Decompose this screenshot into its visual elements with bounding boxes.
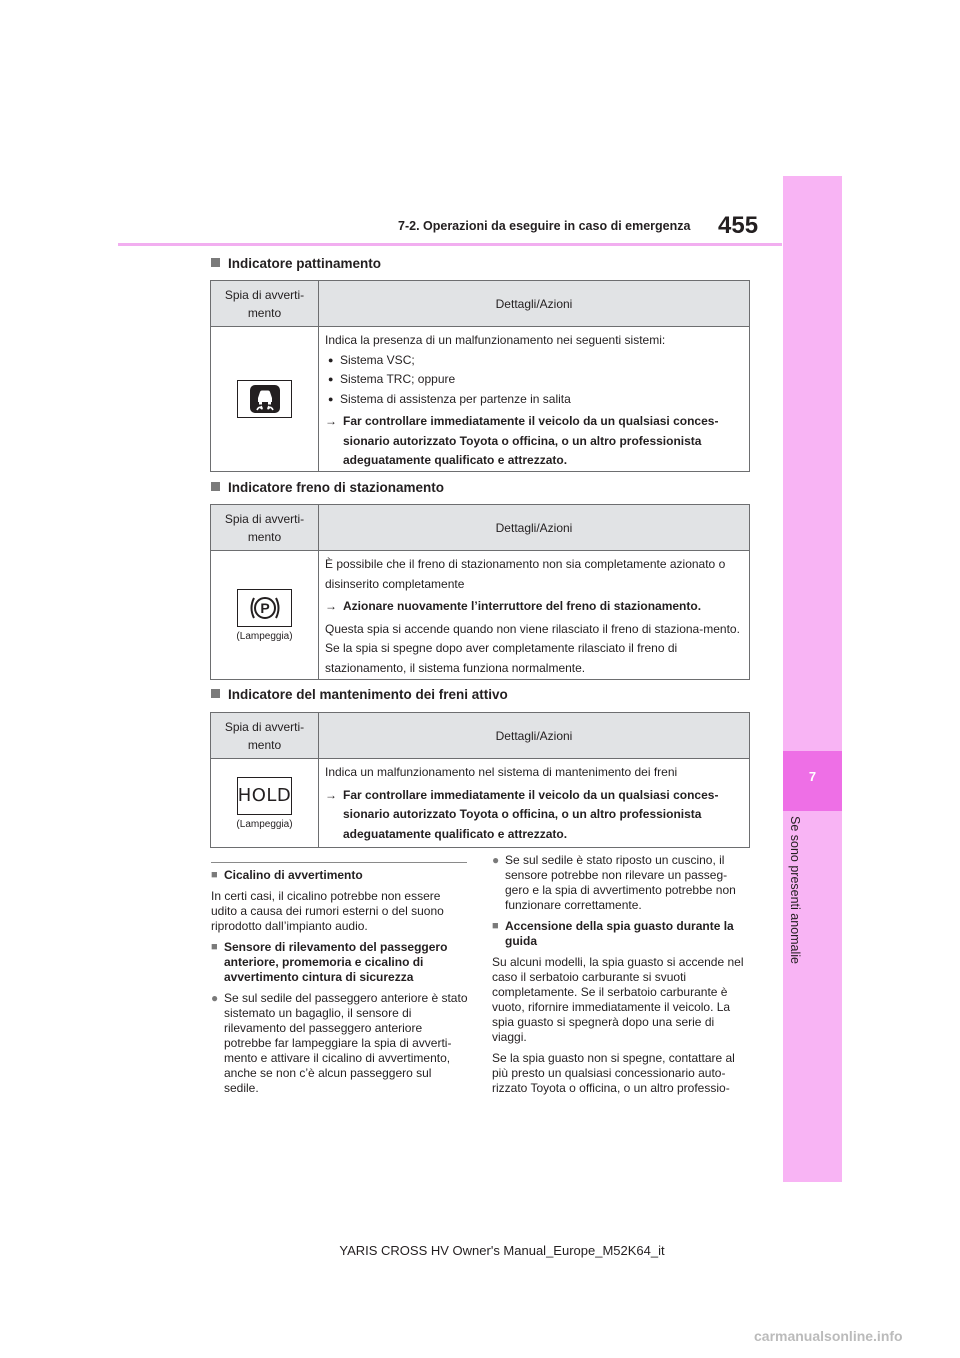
table-header [211, 505, 749, 551]
details-note: Questa spia si accende quando non viene rilasciato il freno di staziona-mento. Se la spia si spegne dopo aver completamente rilasciato il freno di stazionamento, il sistema funziona normalmente. [325, 621, 740, 675]
action-text: Azionare nuovamente l’interruttore del freno di stazionamento. [343, 599, 702, 613]
heading-square-icon [211, 482, 220, 491]
chapter-number: 7 [783, 751, 842, 811]
list-item-text: Sistema VSC; [340, 352, 415, 367]
details-intro: Indica la presenza di un malfunzionamento nei seguenti sistemi: [325, 333, 666, 347]
hold-icon [237, 777, 292, 815]
icon-caption: (Lampeggia) [236, 630, 293, 642]
note-paragraph: In certi casi, il cicalino potrebbe non essere udito a causa dei rumori esterni o del suono riprodotto dall’impianto audio. [211, 889, 444, 933]
note-square-icon: ■ [492, 920, 499, 932]
note-heading [211, 868, 469, 883]
notes-divider [211, 862, 467, 863]
note-square-icon: ■ [211, 869, 218, 881]
page-footer [0, 1243, 960, 1258]
section-heading-text: Indicatore del mantenimento dei freni attivo [228, 687, 508, 702]
list-item-text: Sistema TRC; oppure [340, 372, 456, 386]
chapter-label: Se sono presenti anomalie [788, 816, 802, 965]
col-header-warning-text: Spia di avverti- mento [224, 719, 305, 752]
action-text: Far controllare immediatamente il veicolo da un qualsiasi conces-sionario autorizzato Toyota o officina, o un altro professionista adeguatamente qualificato e attrezzato. [343, 414, 719, 467]
note-heading [211, 940, 469, 985]
table-row [211, 759, 749, 847]
hold-icon-text: HOLD [237, 785, 292, 806]
action-instruction [325, 597, 743, 617]
table-header [211, 713, 749, 759]
details-cell [319, 327, 749, 471]
section-heading-brake-hold [211, 687, 508, 702]
action-text: Far controllare immediatamente il veicolo da un qualsiasi conces-sionario autorizzato Toyota o officina, o un altro professionista adeguatamente qualificato e attrezzato. [343, 787, 719, 841]
icon-caption: (Lampeggia) [236, 818, 293, 830]
footer-text: YARIS CROSS HV Owner's Manual_Europe_M52K64_it [339, 1243, 665, 1258]
header-divider [118, 243, 782, 246]
table-row [211, 327, 749, 471]
bullet-icon: ● [492, 853, 500, 867]
chapter-label-container [776, 816, 816, 986]
action-instruction [325, 412, 743, 471]
col-header-warning-text: Spia di avverti- mento [224, 287, 305, 320]
note-heading-text: Cicalino di avvertimento [224, 868, 363, 882]
note-bullet [211, 991, 469, 1096]
heading-square-icon [211, 258, 220, 267]
action-instruction [325, 786, 743, 845]
warning-table-slip [210, 280, 750, 472]
list-item [325, 351, 743, 371]
col-header-warning [211, 713, 319, 758]
col-header-warning-text: Spia di avverti- mento [224, 511, 305, 544]
bullet-icon: ● [211, 991, 219, 1005]
warning-icon-cell [211, 327, 319, 471]
col-header-warning [211, 281, 319, 326]
svg-text:P: P [259, 599, 270, 616]
col-header-details: Dettagli/Azioni [495, 520, 573, 535]
parking-brake-icon [237, 589, 292, 627]
section-heading-text: Indicatore freno di stazionamento [228, 480, 445, 495]
col-header-details: Dettagli/Azioni [495, 728, 573, 743]
col-header-details: Dettagli/Azioni [495, 296, 573, 311]
details-intro: Indica un malfunzionamento nel sistema di mantenimento dei freni [325, 765, 678, 779]
section-heading-slip [211, 256, 381, 271]
warning-table-brake-hold [210, 712, 750, 848]
details-cell [319, 551, 749, 679]
note-heading-text: Accensione della spia guasto durante la guida [505, 919, 734, 948]
bullet-icon: ● [328, 393, 334, 404]
heading-square-icon [211, 689, 220, 698]
watermark: carmanualsonline.info [754, 1328, 903, 1344]
section-heading-text: Indicatore pattinamento [228, 256, 382, 271]
bullet-icon: ● [328, 354, 334, 365]
note-heading-text: Sensore di rilevamento del passeggero anteriore, promemoria e cicalino di avvertimento cintura di sicurezza [224, 940, 448, 984]
note-bullet-text: Se sul sedile è stato riposto un cuscino, il sensore potrebbe non rilevare un passeg-gero e la spia di avvertimento potrebbe non funzionare correttamente. [505, 853, 736, 912]
arrow-icon: → [325, 414, 337, 428]
chapter-side-tab [783, 176, 842, 1182]
note-paragraph: Se la spia guasto non si spegne, contattare al più presto un qualsiasi concessionario auto-rizzato Toyota o officina, o un altro professio- [492, 1051, 735, 1095]
page-number: 455 [718, 212, 759, 239]
note-square-icon: ■ [211, 941, 218, 953]
warning-icon-cell [211, 551, 319, 679]
notes-right-column [492, 853, 750, 1102]
table-row [211, 551, 749, 679]
list-item-text: Sistema di assistenza per partenze in salita [340, 391, 571, 406]
warning-table-parking-brake [210, 504, 750, 680]
note-heading [492, 919, 750, 949]
notes-left-column [211, 868, 469, 1102]
note-paragraph: Su alcuni modelli, la spia guasto si accende nel caso il serbatoio carburante si svuoti completamente. Se il serbatoio carburante è vuoto, rifornire immediatamente il veicolo. La spia guasto si spegnerà dopo una serie di viaggi. [492, 955, 744, 1044]
details-cell [319, 759, 749, 847]
section-heading-parking-brake [211, 480, 444, 495]
section-title: 7-2. Operazioni da eseguire in caso di emergenza [398, 219, 691, 233]
arrow-icon: → [325, 787, 337, 802]
note-bullet [492, 853, 750, 913]
list-item [325, 390, 743, 410]
warning-icon-cell [211, 759, 319, 847]
arrow-icon: → [325, 599, 337, 613]
bullet-icon: ● [328, 374, 334, 384]
note-bullet-text: Se sul sedile del passeggero anteriore è stato sistemato un bagaglio, il sensore di rilevamento del passeggero anteriore potrebbe far lampeggiare la spia di avverti-mento e attivare il cicalino di avvertimento, anche se non c’è alcun passeggero sul sedile. [224, 991, 468, 1095]
slip-indicator-icon [237, 380, 292, 418]
details-intro: È possibile che il freno di stazionamento non sia completamente azionato o disinserito completamente [325, 557, 726, 591]
table-header [211, 281, 749, 327]
col-header-warning [211, 505, 319, 550]
list-item [325, 370, 743, 390]
